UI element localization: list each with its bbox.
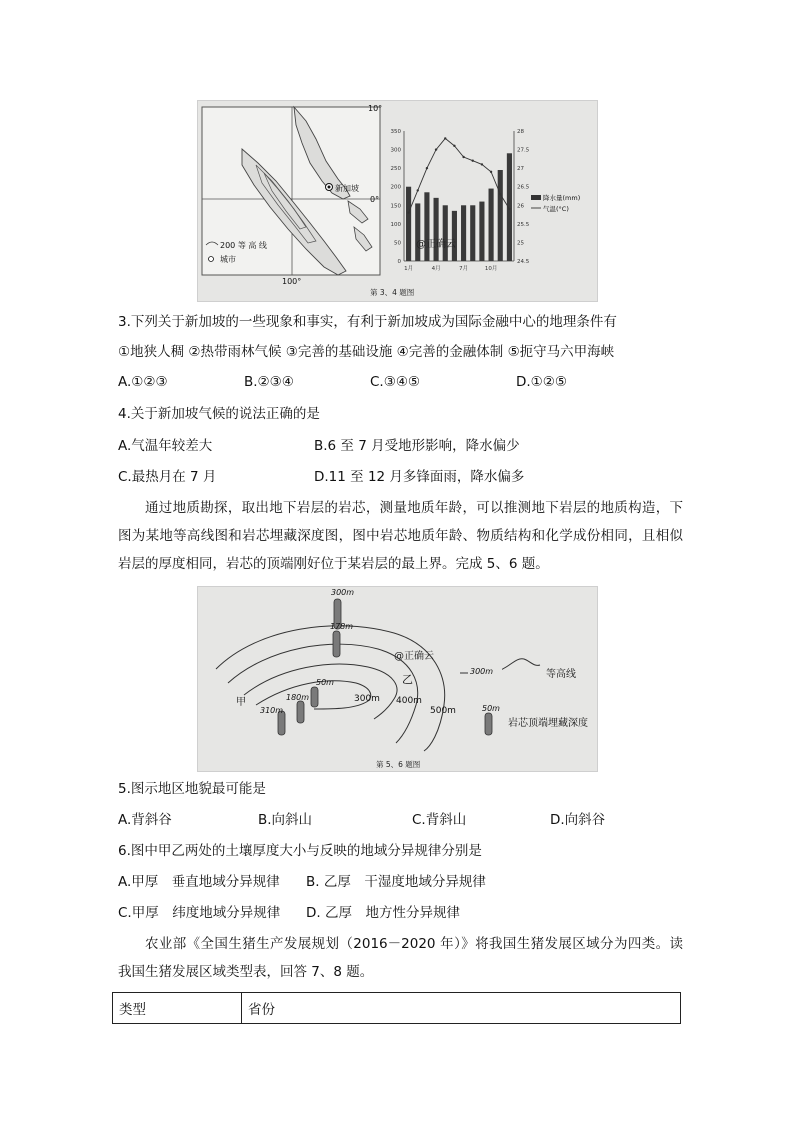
contour-line	[228, 644, 418, 743]
y-left-tick-label: 200	[390, 184, 401, 191]
q5-option-b[interactable]: B.向斜山	[258, 812, 313, 828]
q3-option-c[interactable]: C.③④⑤	[370, 374, 421, 390]
label-jia: 甲	[236, 697, 246, 708]
pig-region-table	[112, 992, 681, 1024]
watermark: @正确云	[394, 651, 434, 662]
label-yi: 乙	[402, 673, 413, 686]
legend-contour-text: 等高线	[546, 669, 576, 680]
q3-option-a[interactable]: A.①②③	[118, 374, 168, 390]
precip-bar	[507, 153, 512, 261]
temperature-point	[472, 160, 474, 162]
q5-stem: 5.图示地区地貌最可能是	[118, 781, 266, 797]
y-left-tick-label: 250	[390, 166, 401, 173]
precip-bar	[415, 203, 420, 261]
temperature-point	[417, 189, 419, 191]
core-depth-label: 178m	[330, 622, 354, 631]
y-left-tick-label: 0	[397, 259, 401, 265]
q3-items: ①地狭人稠 ②热带雨林气候 ③完善的基础设施 ④完善的金融体制 ⑤扼守马六甲海峡	[118, 344, 615, 360]
legend-city-symbol	[209, 257, 214, 262]
q6-option-a[interactable]: A.甲厚 垂直地域分异规律	[118, 874, 280, 890]
legend-temp-text: 气温(°C)	[543, 205, 569, 213]
temperature-point	[508, 208, 510, 210]
q4-option-c[interactable]: C.最热月在 7 月	[118, 469, 217, 485]
q6-option-b[interactable]: B. 乙厚 干湿度地域分异规律	[306, 874, 486, 890]
contour-label: 400m	[396, 696, 422, 706]
legend-contour-text: 200 等 高 线	[220, 241, 267, 250]
temperature-point	[481, 163, 483, 165]
precip-bar	[489, 189, 494, 261]
temperature-point	[490, 171, 492, 173]
temperature-line	[409, 138, 510, 212]
y-left-tick-label: 50	[394, 240, 401, 247]
lat-equator-label: 0°	[370, 195, 380, 204]
legend-contour-value: 300m	[470, 667, 494, 676]
q6-stem: 6.图中甲乙两处的土壤厚度大小与反映的地域分异规律分别是	[118, 843, 482, 859]
precip-bar	[434, 198, 439, 261]
figure1-caption: 第 3、4 题图	[370, 288, 415, 297]
legend-city-text: 城市	[220, 255, 236, 264]
core-cylinder	[333, 631, 340, 657]
precip-bar	[470, 205, 475, 261]
precip-bar	[406, 187, 411, 261]
core-cylinder	[311, 687, 318, 707]
precip-bar	[443, 205, 448, 261]
y-right-tick-label: 24.5	[517, 259, 530, 265]
precip-bar	[498, 170, 503, 261]
y-right-tick-label: 28	[517, 129, 524, 135]
q4-option-a[interactable]: A.气温年较差大	[118, 438, 213, 454]
y-right-tick-label: 26	[517, 203, 524, 210]
y-left-tick-label: 150	[390, 203, 401, 210]
q4-stem: 4.关于新加坡气候的说法正确的是	[118, 406, 320, 422]
core-depth-label: 50m	[316, 678, 334, 687]
y-right-tick-label: 25	[517, 240, 524, 247]
x-tick-label: 10月	[484, 266, 498, 272]
table-header-row	[113, 993, 681, 1024]
legend-precip-swatch	[531, 195, 541, 200]
passage-geology: 通过地质勘探，取出地下岩层的岩芯，测量地质年龄，可以推测地下岩层的地质构造，下图为某地等高线图和岩芯埋藏深度图，图中岩芯地质年龄、物质结构和化学成份相同，且相似岩层的厚度相同，岩芯的顶端刚好位于某岩层的最上界。完成 5、6 题。	[118, 500, 683, 572]
y-left-tick-label: 300	[390, 147, 401, 154]
temperature-point	[407, 212, 409, 214]
lon-bottom-label: 100°	[282, 277, 302, 286]
core-depth-label: 310m	[260, 706, 284, 715]
precip-bar	[424, 192, 429, 261]
lat-top-label: 10°	[368, 104, 383, 113]
watermark: @正确云	[416, 239, 456, 250]
temperature-point	[453, 145, 455, 147]
q4-option-b[interactable]: B.6 至 7 月受地形影响，降水偏少	[314, 438, 520, 454]
legend-precip-text: 降水量(mm)	[543, 194, 581, 202]
contour-label: 300m	[354, 694, 380, 704]
temperature-point	[426, 167, 428, 169]
y-left-tick-label: 350	[390, 129, 401, 135]
q5-option-c[interactable]: C.背斜山	[412, 812, 467, 828]
y-right-tick-label: 27	[517, 166, 524, 173]
y-right-tick-label: 26.5	[517, 184, 530, 191]
figure-map-climate	[197, 100, 598, 302]
y-left-tick-label: 100	[390, 221, 401, 228]
passage-pig: 农业部《全国生猪生产发展规划（2016－2020 年）》将我国生猪发展区域分为四类。读我国生猪发展区域类型表，回答 7、8 题。	[118, 936, 683, 980]
q6-option-c[interactable]: C.甲厚 纬度地域分异规律	[118, 905, 281, 921]
temperature-point	[435, 148, 437, 150]
legend-core-symbol	[485, 713, 492, 735]
q5-option-d[interactable]: D.向斜谷	[550, 812, 606, 828]
q6-option-d[interactable]: D. 乙厚 地方性分异规律	[306, 905, 460, 921]
precip-bar	[479, 202, 484, 261]
contour-label: 500m	[430, 706, 456, 716]
climate-chart	[391, 129, 581, 272]
q4-option-d[interactable]: D.11 至 12 月多锋面雨，降水偏多	[314, 469, 525, 485]
q3-stem: 3.下列关于新加坡的一些现象和事实，有利于新加坡成为国际金融中心的地理条件有	[118, 314, 617, 330]
legend-core-text: 岩芯顶端埋藏深度	[508, 718, 588, 729]
y-right-tick-label: 27.5	[517, 147, 530, 154]
x-tick-label: 4月	[431, 266, 441, 272]
q5-option-a[interactable]: A.背斜谷	[118, 812, 172, 828]
x-tick-label: 7月	[459, 266, 469, 272]
precip-bar	[452, 211, 457, 261]
figure2-caption: 第 5、6 题图	[376, 760, 421, 769]
q3-option-d[interactable]: D.①②⑤	[516, 374, 567, 390]
figure-contour-cores	[197, 586, 598, 772]
core-depth-label: 300m	[331, 588, 355, 597]
city-label: 新加坡	[335, 184, 359, 193]
city-symbol-dot	[328, 186, 331, 189]
core-depth-label: 180m	[286, 693, 310, 702]
precip-bar	[461, 205, 466, 261]
temperature-point	[462, 156, 464, 158]
core-cylinder	[297, 701, 304, 723]
legend-core-value: 50m	[482, 704, 500, 713]
temperature-point	[444, 137, 446, 139]
table-header-type: 类型	[113, 993, 242, 1024]
temperature-point	[499, 193, 501, 195]
q3-option-b[interactable]: B.②③④	[244, 374, 294, 390]
x-tick-label: 1月	[404, 266, 414, 272]
table-header-province: 省份	[242, 993, 681, 1024]
y-right-tick-label: 25.5	[517, 221, 530, 228]
